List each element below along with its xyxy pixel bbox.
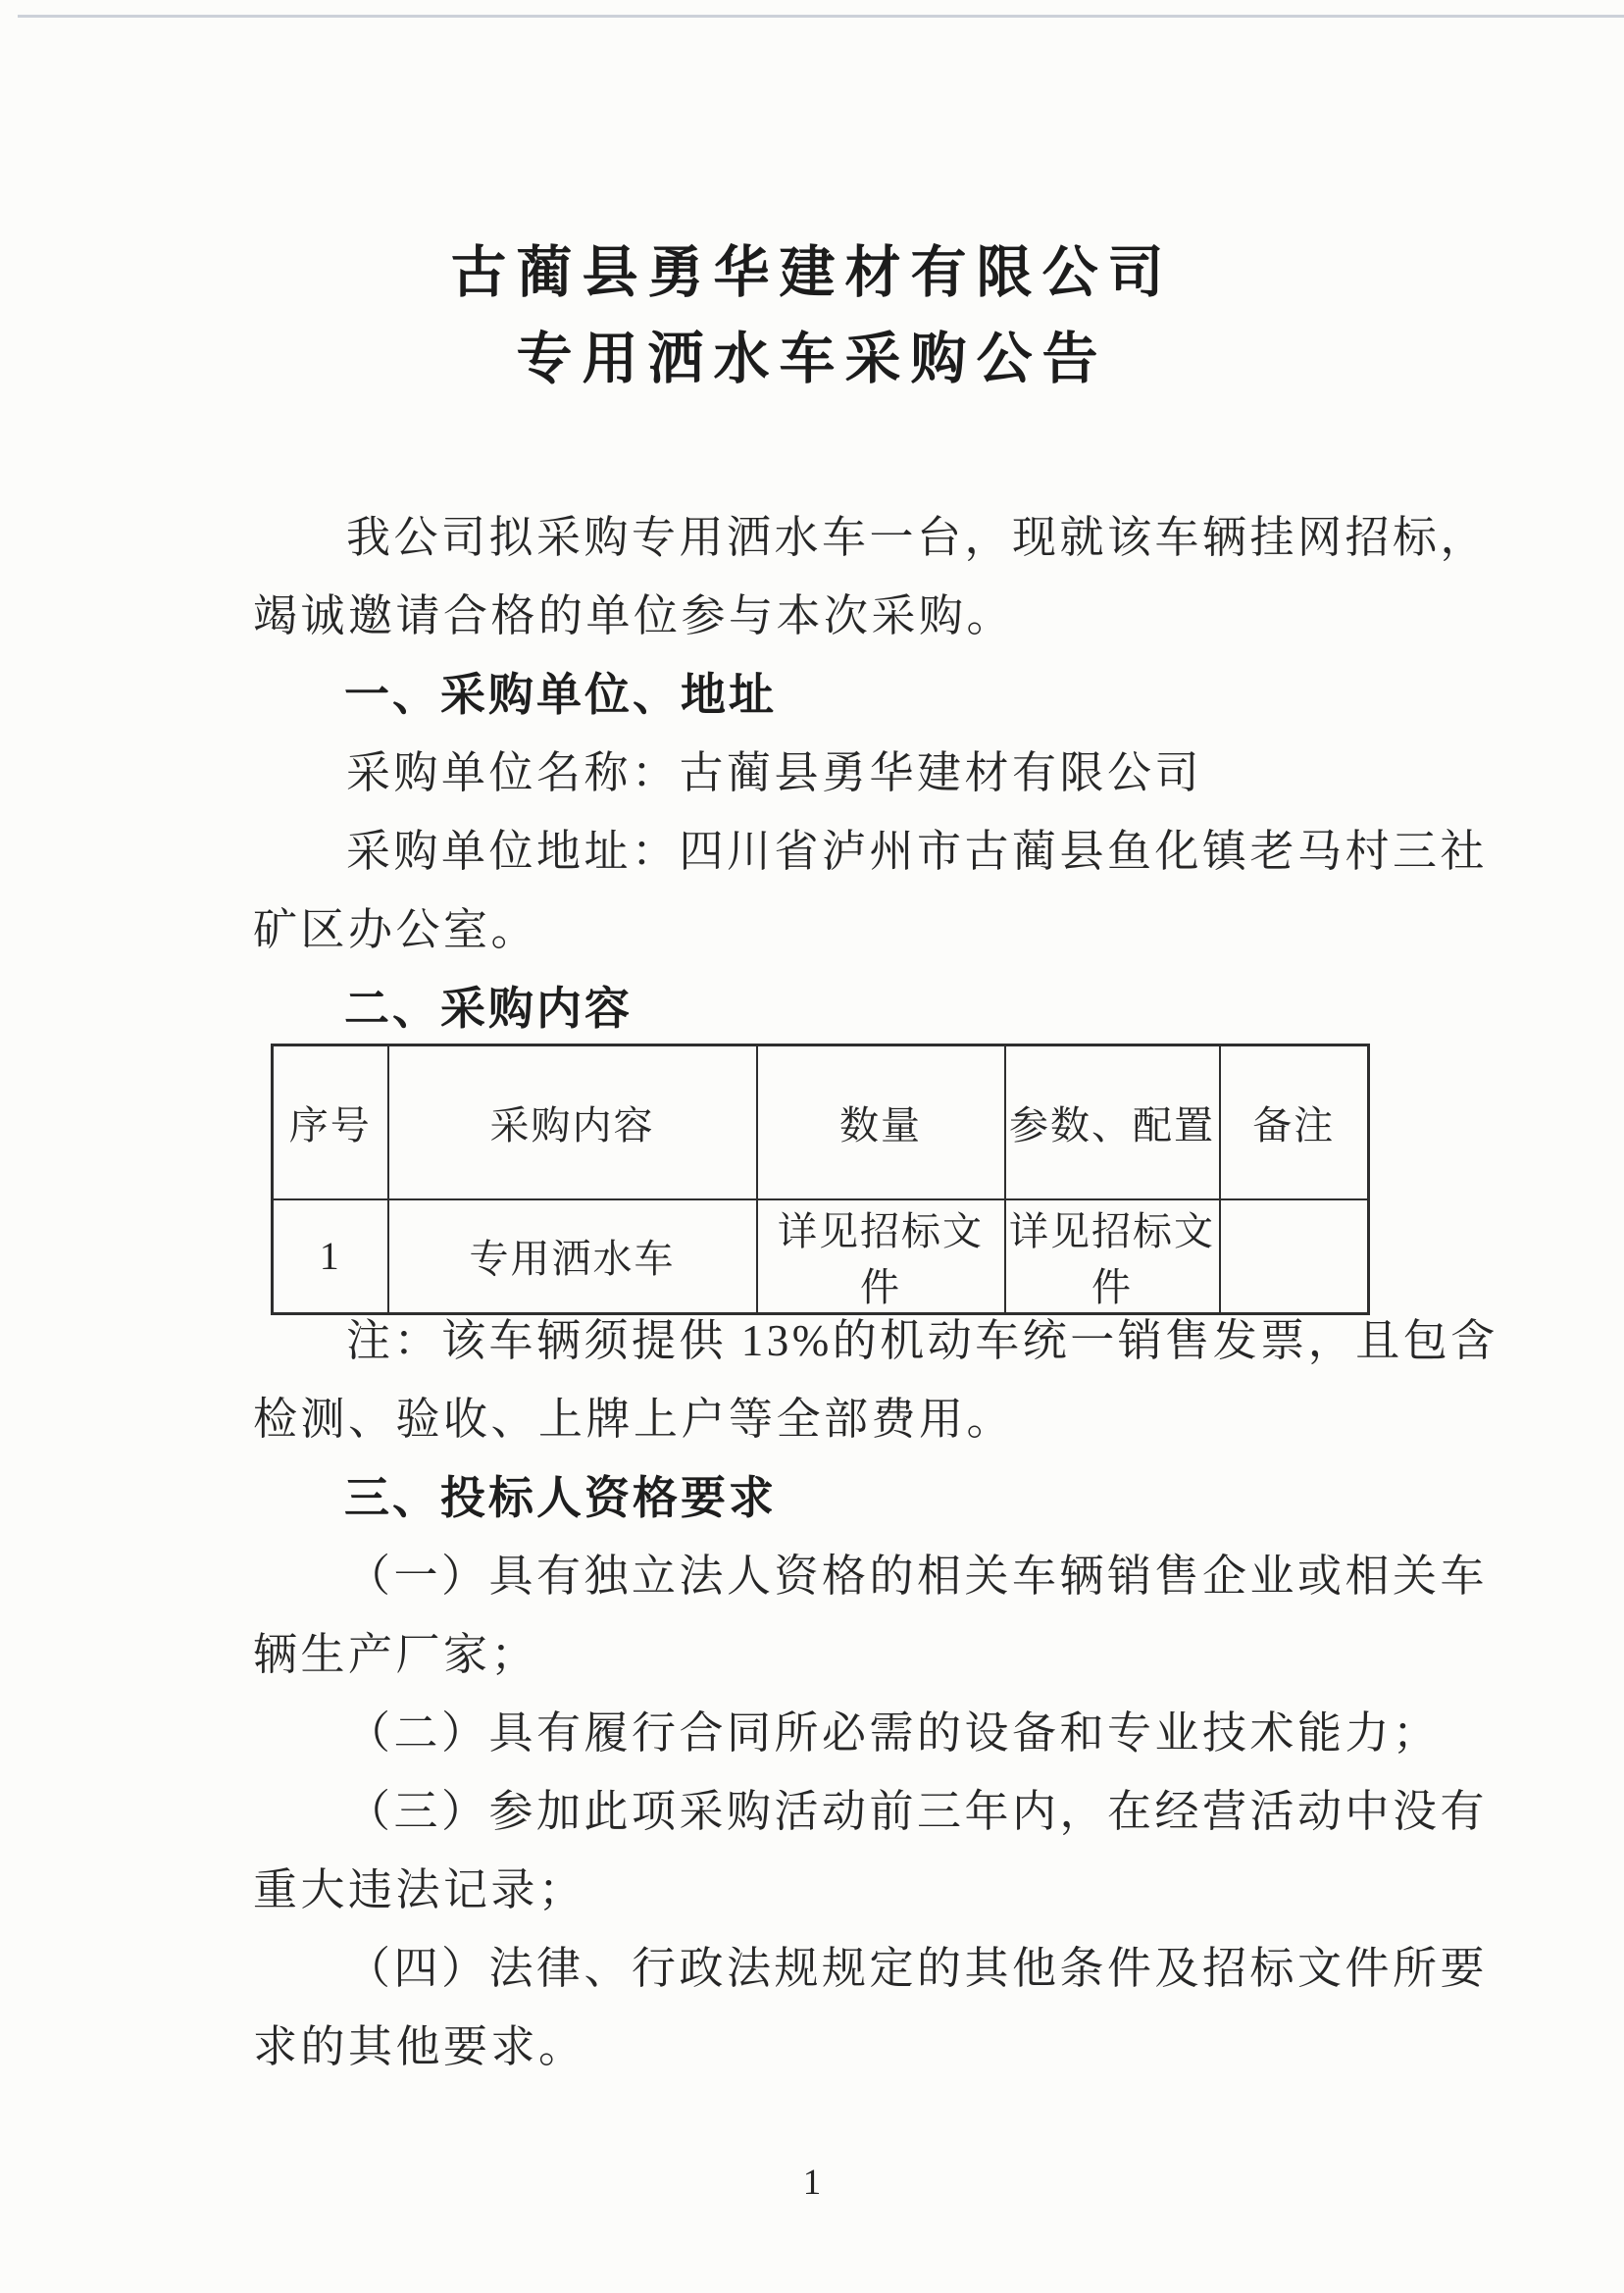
- note-line-2: 检测、验收、上牌上户等全部费用。: [253, 1395, 1015, 1444]
- purchaser-name-line: 采购单位名称：古蔺县勇华建材有限公司: [346, 748, 1203, 797]
- table-header-content: 采购内容: [388, 1045, 757, 1199]
- table-cell-quantity: 详见招标文件: [757, 1199, 1005, 1314]
- qualification-item-3-line-2: 重大违法记录；: [253, 1865, 586, 1914]
- qualification-item-2: （二）具有履行合同所必需的设备和专业技术能力；: [346, 1708, 1441, 1758]
- document-title: [0, 229, 1624, 402]
- procurement-table: [271, 1044, 1370, 1315]
- table-row: [273, 1199, 1369, 1314]
- table-header-index: 序号: [273, 1045, 388, 1199]
- qualification-item-4-line-1: （四）法律、行政法规规定的其他条件及招标文件所要: [346, 1944, 1489, 1993]
- body-section-top: [253, 498, 1489, 1047]
- paragraph-intro-line-1: 我公司拟采购专用洒水车一台，现就该车辆挂网招标，: [346, 513, 1489, 562]
- paragraph-intro-line-2: 竭诚邀请合格的单位参与本次采购。: [253, 591, 1015, 640]
- title-line-2: 专用洒水车采购公告: [516, 328, 1108, 390]
- table-header-remarks: 备注: [1220, 1045, 1369, 1199]
- qualification-item-1-line-2: 辆生产厂家；: [253, 1630, 539, 1679]
- scan-artifact-line: [18, 15, 1624, 18]
- purchaser-address-line-2: 矿区办公室。: [253, 905, 539, 954]
- table-cell-content: 专用洒水车: [388, 1199, 757, 1314]
- section-heading-2: 二、采购内容: [344, 983, 633, 1034]
- page-number: 1: [802, 2163, 822, 2203]
- table-cell-specs: 详见招标文件: [1005, 1199, 1220, 1314]
- purchaser-address-line-1: 采购单位地址：四川省泸州市古蔺县鱼化镇老马村三社: [346, 827, 1489, 876]
- table-cell-remarks: [1220, 1199, 1369, 1314]
- table-header-quantity: 数量: [757, 1045, 1005, 1199]
- qualification-item-1-line-1: （一）具有独立法人资格的相关车辆销售企业或相关车: [346, 1552, 1489, 1601]
- title-line-1: 古蔺县勇华建材有限公司: [450, 241, 1174, 304]
- note-line-1: 注：该车辆须提供 13%的机动车统一销售发票，且包含: [346, 1316, 1498, 1365]
- qualification-item-3-line-1: （三）参加此项采购活动前三年内，在经营活动中没有: [346, 1787, 1489, 1836]
- section-heading-3: 三、投标人资格要求: [344, 1472, 777, 1523]
- table-header-row: [273, 1045, 1369, 1199]
- qualification-item-4-line-2: 求的其他要求。: [253, 2022, 586, 2071]
- table-cell-index: 1: [273, 1199, 388, 1314]
- body-section-bottom: [253, 1301, 1498, 2086]
- table-header-specs: 参数、配置: [1005, 1045, 1220, 1199]
- section-heading-1: 一、采购单位、地址: [344, 669, 777, 720]
